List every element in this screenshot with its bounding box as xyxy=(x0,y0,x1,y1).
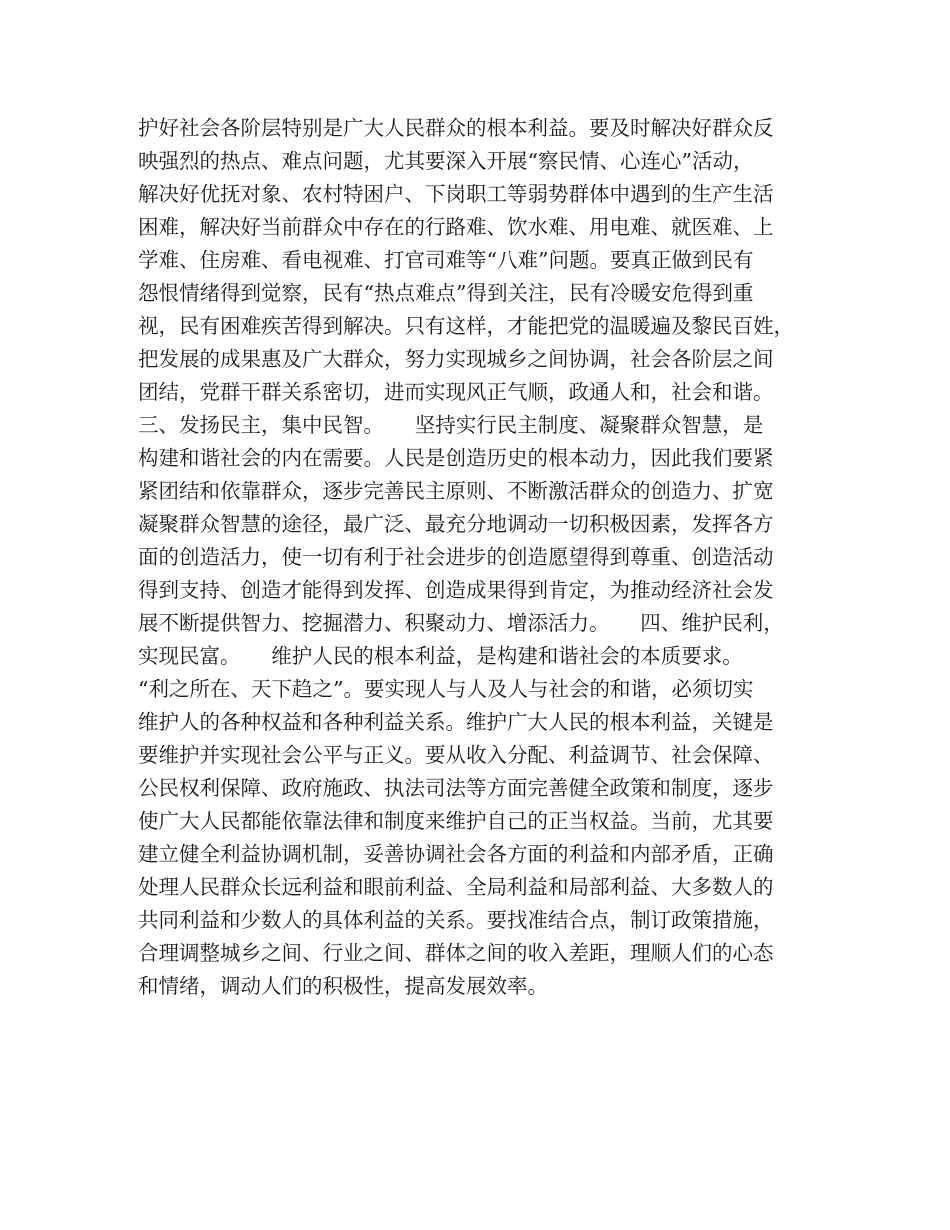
text-line: 使广大人民都能依靠法律和制度来维护自己的正当权益。当前，尤其要 xyxy=(138,809,774,833)
text-line: 映强烈的热点、难点问题，尤其要深入开展“察民情、心连心”活动， xyxy=(138,149,754,173)
text-line: 实现民富。 维护人民的根本利益，是构建和谐社会的本质要求。 xyxy=(138,644,743,668)
text-line: 要维护并实现社会公平与正义。要从收入分配、利益调节、社会保障、 xyxy=(138,743,774,767)
text-line: 维护人的各种权益和各种利益关系。维护广大人民的根本利益，关键是 xyxy=(138,710,774,734)
text-line: 构建和谐社会的内在需要。人民是创造历史的根本动力，因此我们要紧 xyxy=(138,446,774,470)
text-line: 面的创造活力，使一切有利于社会进步的创造愿望得到尊重、创造活动 xyxy=(138,545,774,569)
text-line: 和情绪，调动人们的积极性，提高发展效率。 xyxy=(138,974,548,998)
text-line: 解决好优抚对象、农村特困户、下岗职工等弱势群体中遇到的生产生活 xyxy=(138,182,774,206)
text-line: “利之所在、天下趋之”。要实现人与人及人与社会的和谐，必须切实 xyxy=(138,677,754,701)
text-line: 学难、住房难、看电视难、打官司难等“八难”问题。要真正做到民有 xyxy=(138,248,754,272)
text-line: 视，民有困难疾苦得到解决。只有这样，才能把党的温暖遍及黎民百姓， xyxy=(138,314,794,338)
text-line: 展不断提供智力、挖掘潜力、积聚动力、增添活力。 四、维护民利， xyxy=(138,611,784,635)
text-line: 共同利益和少数人的具体利益的关系。要找准结合点，制订政策措施， xyxy=(138,908,774,932)
text-line: 紧团结和依靠群众，逐步完善民主原则、不断激活群众的创造力、扩宽 xyxy=(138,479,774,503)
text-line: 怨恨情绪得到觉察，民有“热点难点”得到关注，民有冷暖安危得到重 xyxy=(138,281,754,305)
text-line: 团结，党群干群关系密切，进而实现风正气顺，政通人和，社会和谐。 xyxy=(138,380,774,404)
text-line: 合理调整城乡之间、行业之间、群体之间的收入差距，理顺人们的心态 xyxy=(138,941,774,965)
text-line: 护好社会各阶层特别是广大人民群众的根本利益。要及时解决好群众反 xyxy=(138,116,774,140)
text-line: 处理人民群众长远利益和眼前利益、全局利益和局部利益、大多数人的 xyxy=(138,875,774,899)
text-line: 把发展的成果惠及广大群众，努力实现城乡之间协调，社会各阶层之间 xyxy=(138,347,774,371)
text-line: 得到支持、创造才能得到发挥、创造成果得到肯定，为推动经济社会发 xyxy=(138,578,774,602)
body-text xyxy=(138,112,838,1003)
text-line: 三、发扬民主，集中民智。 坚持实行民主制度、凝聚群众智慧，是 xyxy=(138,413,764,437)
text-line: 公民权利保障、政府施政、执法司法等方面完善健全政策和制度，逐步 xyxy=(138,776,774,800)
text-line: 凝聚群众智慧的途径，最广泛、最充分地调动一切积极因素，发挥各方 xyxy=(138,512,774,536)
text-line: 建立健全利益协调机制，妥善协调社会各方面的利益和内部矛盾，正确 xyxy=(138,842,774,866)
text-line: 困难，解决好当前群众中存在的行路难、饮水难、用电难、就医难、上 xyxy=(138,215,774,239)
